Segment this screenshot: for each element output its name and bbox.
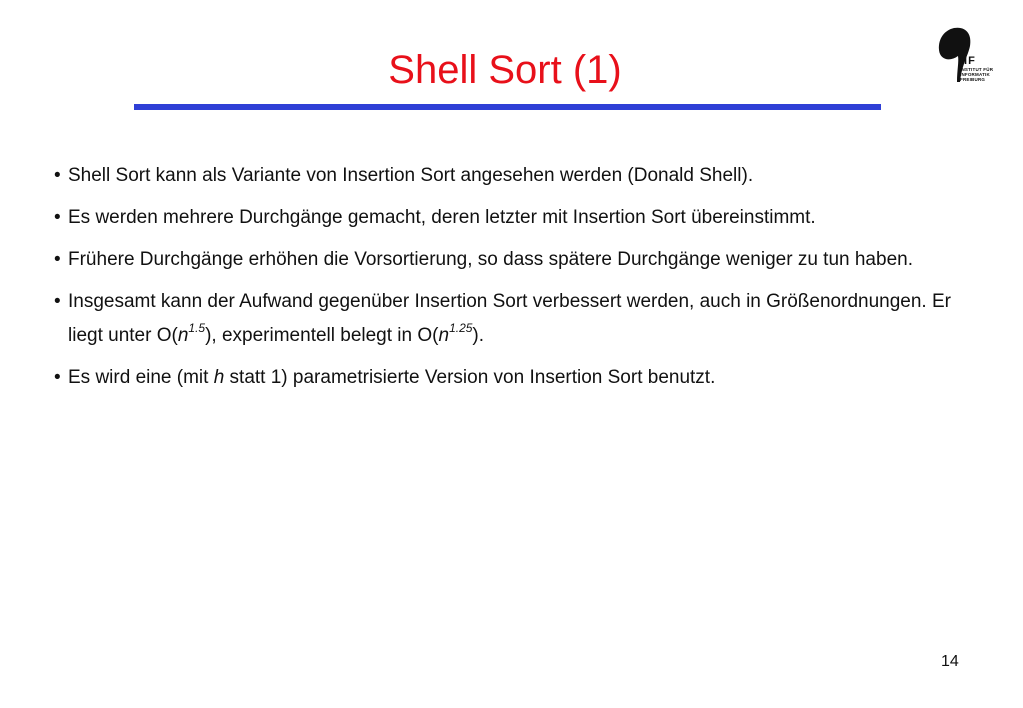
bullet-text: Frühere Durchgänge erhöhen die Vorsortierung, so dass spätere Durchgänge weniger zu tun haben. <box>68 249 913 270</box>
bullet-text: Insgesamt kann der Aufwand gegenüber Insertion Sort verbessert werden, auch in Größenordnungen. Er liegt unter O( <box>68 291 951 346</box>
bullet-item <box>54 243 984 277</box>
bullet-dot: • <box>54 291 61 312</box>
bullet-dot: • <box>54 249 61 270</box>
bullet-text: Shell Sort kann als Variante von Insertion Sort angesehen werden (Donald Shell). <box>68 165 754 186</box>
math-variable: h <box>213 367 225 388</box>
logo-line-3: FREIBURG <box>960 77 986 82</box>
exponent-value: 1.5 <box>188 320 206 335</box>
exponent <box>188 321 205 335</box>
exponent-value: 1.25 <box>449 320 473 335</box>
institute-logo <box>936 22 996 90</box>
bullet-list <box>54 159 984 403</box>
logo-line-1: INSTITUT FÜR <box>960 67 994 72</box>
exponent <box>449 321 472 335</box>
bullet-dot: • <box>54 165 61 186</box>
bullet-item <box>54 159 984 193</box>
bullet-dot: • <box>54 367 61 388</box>
bullet-text: statt 1) parametrisierte Version von Insertion Sort benutzt. <box>224 367 716 388</box>
logo-line-2: INFORMATIK <box>960 72 990 77</box>
bullet-item <box>54 361 984 395</box>
title-underline <box>134 104 881 110</box>
math-variable: n <box>177 325 189 346</box>
bullet-text: ), experimentell belegt in O( <box>205 325 439 346</box>
bullet-text: Es wird eine (mit <box>68 367 214 388</box>
bullet-text: ). <box>472 325 485 346</box>
bullet-dot: • <box>54 207 61 228</box>
page-number: 14 <box>941 653 959 670</box>
bullet-item <box>54 285 984 353</box>
math-variable: n <box>438 325 450 346</box>
logo-letters: IIF <box>960 55 976 67</box>
slide-title: Shell Sort (1) <box>388 48 622 92</box>
bullet-item <box>54 201 984 235</box>
bullet-text: Es werden mehrere Durchgänge gemacht, deren letzter mit Insertion Sort übereinstimmt. <box>68 207 816 228</box>
